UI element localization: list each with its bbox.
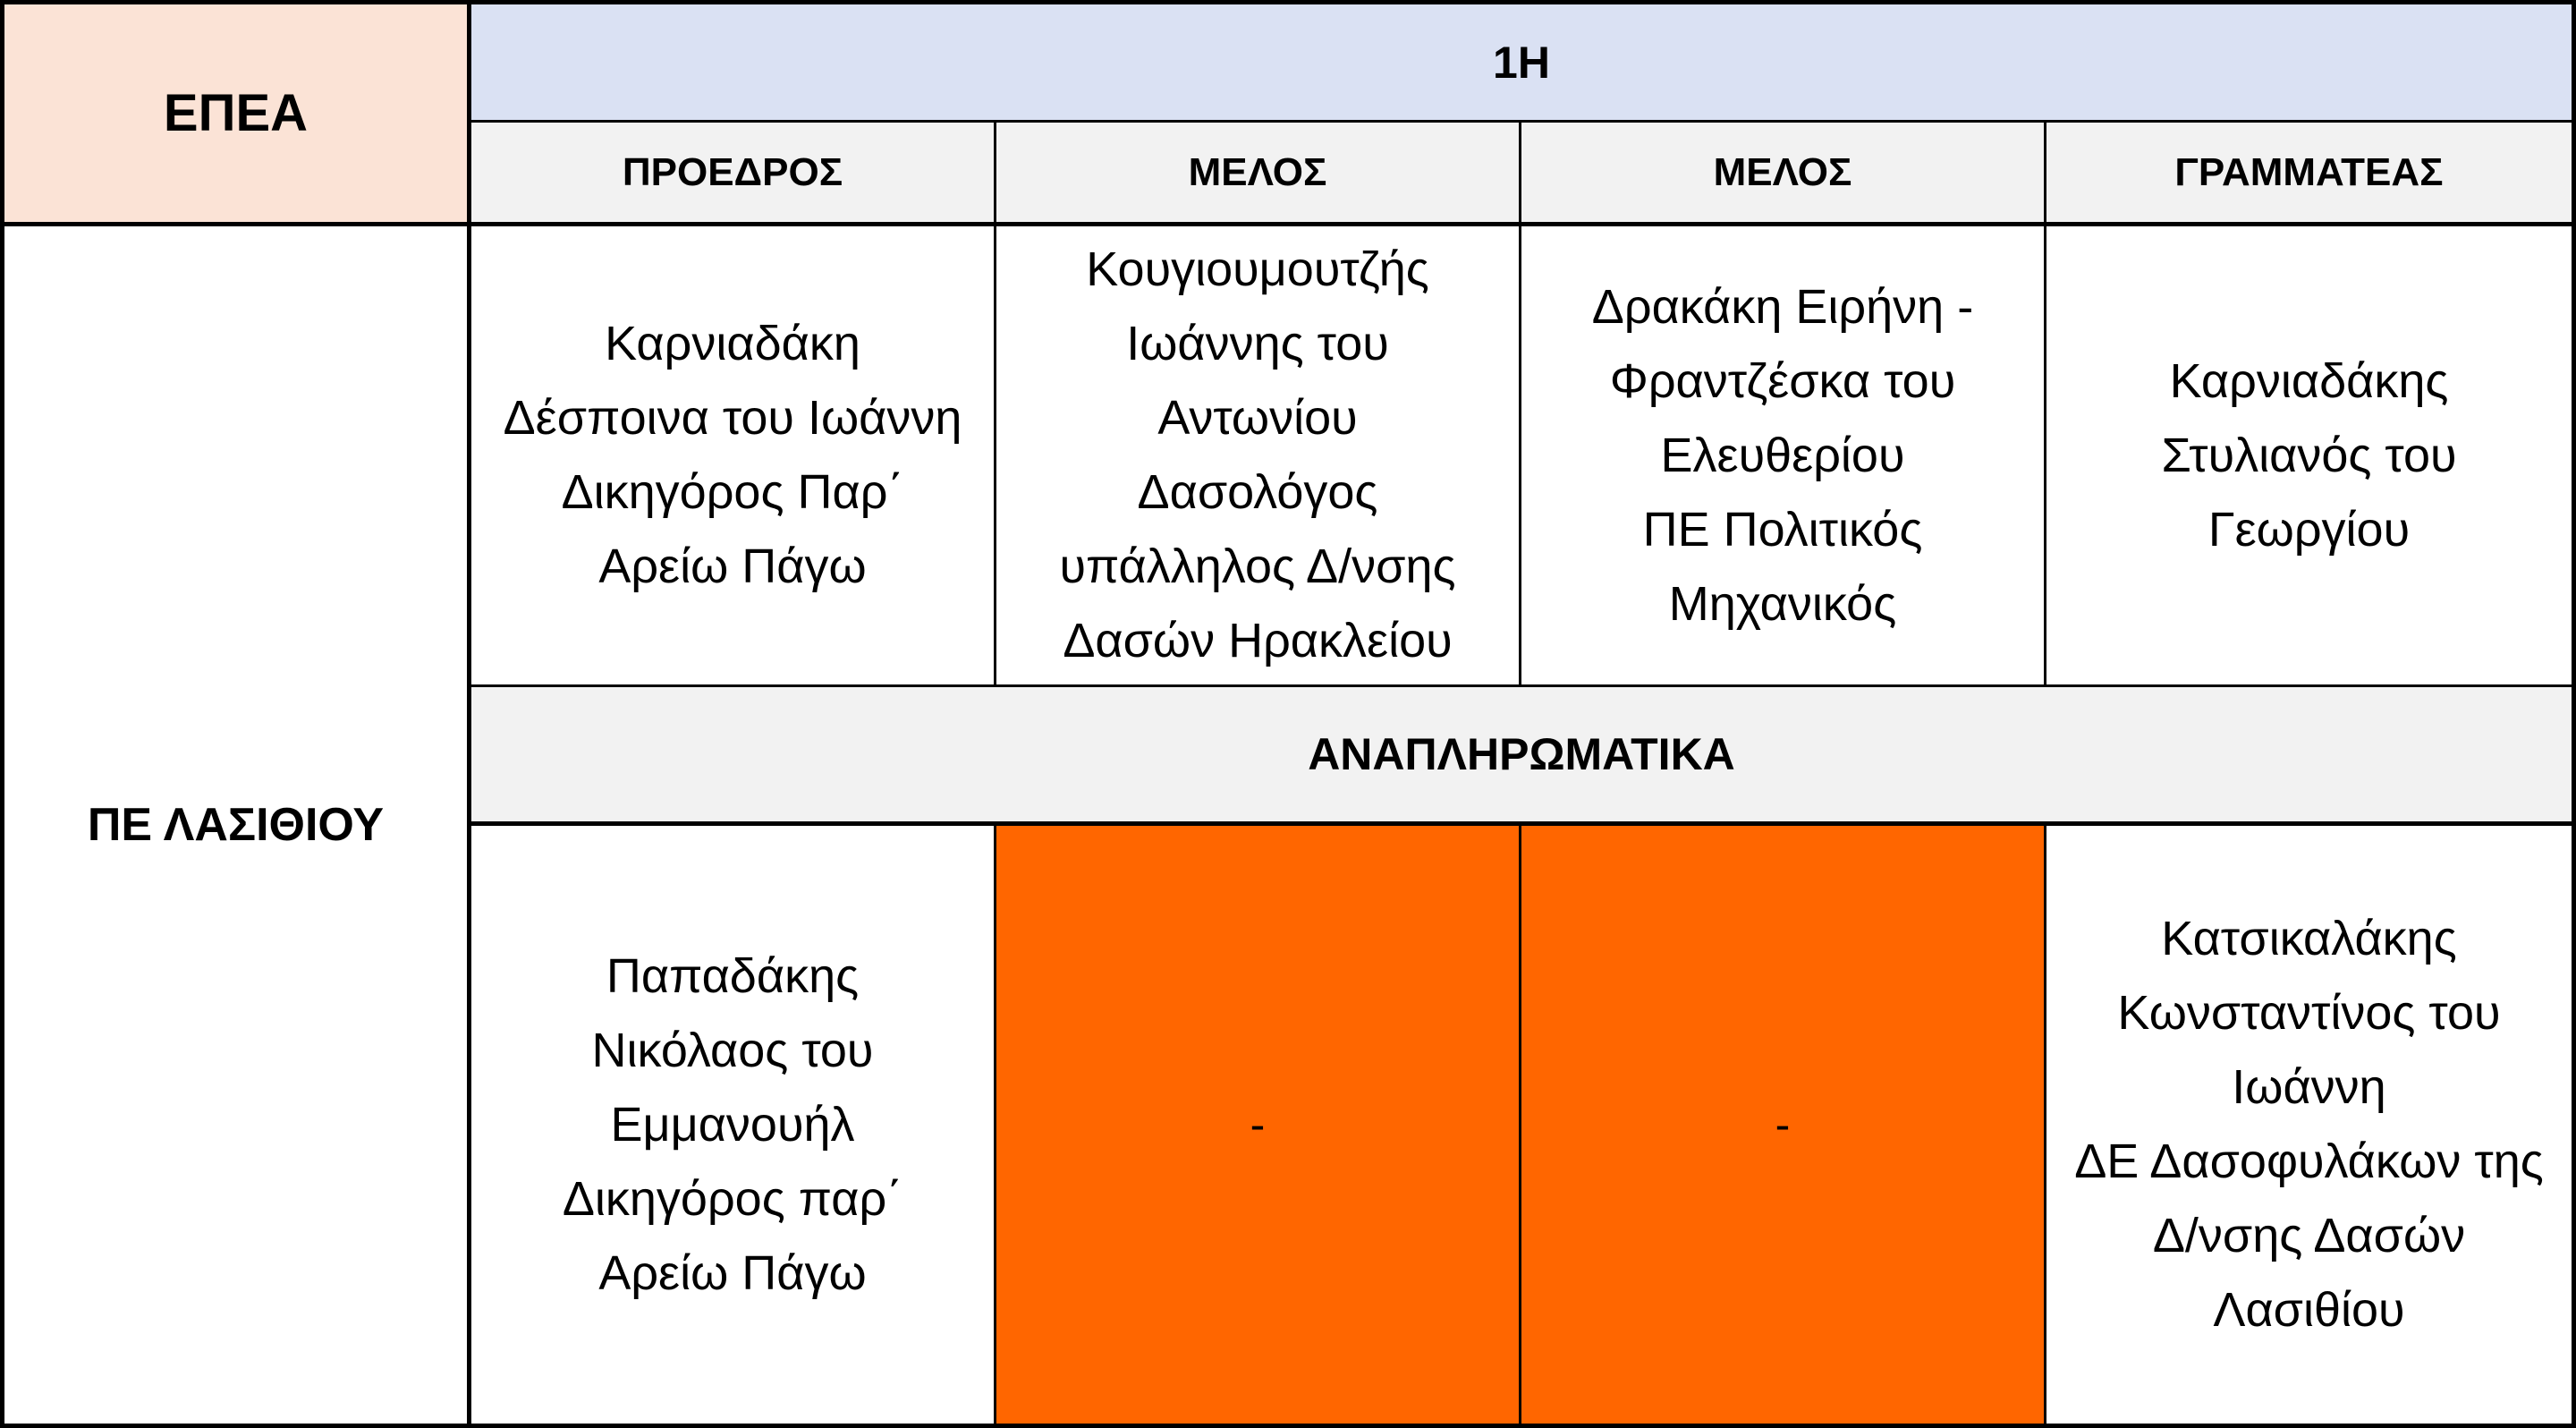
regular-president-cell bbox=[471, 226, 996, 687]
cell-line: ΠΕ Πολιτικός bbox=[1642, 502, 1923, 557]
cell-line: Δικηγόρος παρ΄ bbox=[562, 1171, 903, 1226]
cell-line: Δασών Ηρακλείου bbox=[1063, 614, 1453, 667]
cell-line: Φραντζέσκα του bbox=[1609, 353, 1956, 408]
alternate-president-cell bbox=[471, 826, 996, 1424]
cell-line: υπάλληλος Δ/νσης bbox=[1059, 540, 1456, 593]
cell-line: Νικόλαος του bbox=[591, 1023, 874, 1077]
cell-line: Παπαδάκης bbox=[606, 948, 860, 1003]
role-header-president: ΠΡΟΕΔΡΟΣ bbox=[471, 123, 996, 226]
regular-secretary-cell bbox=[2046, 226, 2572, 687]
cell-line: Αντωνίου bbox=[1157, 391, 1358, 445]
cell-line: Δασολόγος bbox=[1137, 465, 1378, 519]
cell-line: Αρείω Πάγω bbox=[598, 540, 867, 593]
group-header: 1Η bbox=[471, 4, 2572, 123]
vacant-dash: - bbox=[1250, 1100, 1266, 1150]
regular-member-1-cell bbox=[996, 226, 1521, 687]
cell-line: Εμμανουήλ bbox=[610, 1097, 855, 1152]
cell-line: Δέσποινα του Ιωάννη bbox=[503, 391, 962, 445]
cell-line: Κουγιουμουτζής bbox=[1086, 242, 1429, 296]
vacant-dash: - bbox=[1775, 1100, 1791, 1150]
cell-line: Λασιθίου bbox=[2213, 1283, 2405, 1337]
cell-line: Στυλιανός του bbox=[2161, 428, 2457, 482]
region-label: ΠΕ ΛΑΣΙΘΙΟΥ bbox=[4, 226, 471, 1424]
role-header-secretary: ΓΡΑΜΜΑΤΕΑΣ bbox=[2046, 123, 2572, 226]
cell-line: Ιωάννη bbox=[2232, 1060, 2386, 1114]
entity-header: ΕΠΕΑ bbox=[4, 4, 471, 226]
alternate-member-2-vacant-cell bbox=[1521, 826, 2046, 1424]
cell-line: Δρακάκη Ειρήνη - bbox=[1591, 279, 1974, 334]
cell-line: Καρνιαδάκης bbox=[2169, 353, 2449, 408]
alternate-member-1-vacant-cell bbox=[996, 826, 1521, 1424]
cell-line: Κωνσταντίνος του bbox=[2117, 986, 2501, 1040]
regular-member-2-cell bbox=[1521, 226, 2046, 687]
cell-line: Αρείω Πάγω bbox=[598, 1245, 867, 1300]
role-header-member: ΜΕΛΟΣ bbox=[1521, 123, 2046, 226]
role-header-member: ΜΕΛΟΣ bbox=[996, 123, 1521, 226]
cell-line: Ιωάννης του bbox=[1126, 317, 1389, 370]
cell-line: Γεωργίου bbox=[2207, 502, 2411, 557]
alternate-secretary-cell bbox=[2046, 826, 2572, 1424]
cell-line: Μηχανικός bbox=[1668, 576, 1897, 631]
cell-line: Κατσικαλάκης bbox=[2161, 912, 2457, 965]
cell-line: Δ/νσης Δασών bbox=[2152, 1209, 2466, 1262]
alternates-header: ΑΝΑΠΛΗΡΩΜΑΤΙΚΑ bbox=[471, 687, 2572, 826]
cell-line: Δικηγόρος Παρ΄ bbox=[561, 465, 904, 519]
cell-line: ΔΕ Δασοφυλάκων της bbox=[2074, 1135, 2544, 1188]
cell-line: Ελευθερίου bbox=[1660, 428, 1905, 482]
cell-line: Καρνιαδάκη bbox=[605, 317, 860, 370]
